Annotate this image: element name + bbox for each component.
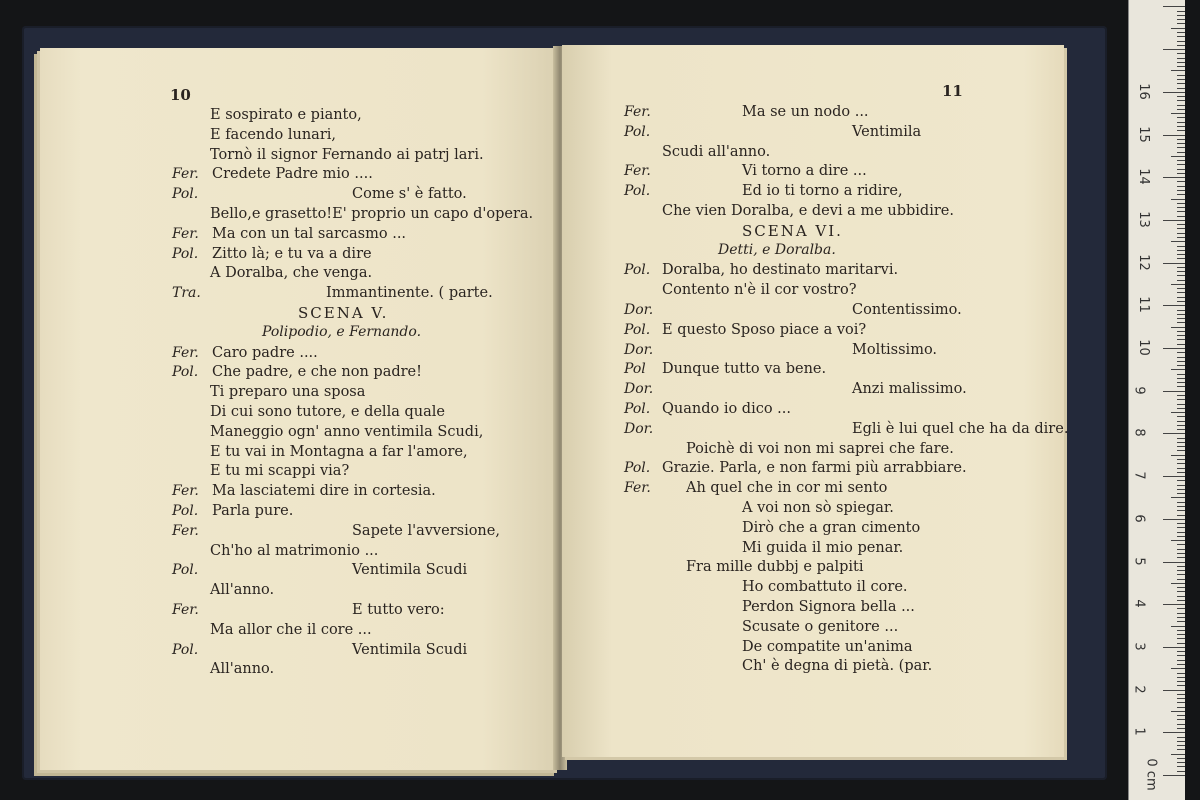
page-number-left: 10 bbox=[170, 86, 191, 104]
ruler-tick bbox=[1163, 177, 1185, 178]
ruler-tick bbox=[1177, 280, 1185, 281]
ruler-tick bbox=[1177, 587, 1185, 588]
ruler-tick bbox=[1177, 378, 1185, 379]
ruler-tick bbox=[1171, 540, 1185, 541]
ruler-tick bbox=[1171, 156, 1185, 157]
ruler-tick bbox=[1177, 224, 1185, 225]
speaker-label: Pol. bbox=[624, 460, 651, 477]
speaker-label: Pol. bbox=[172, 641, 199, 658]
ruler-tick bbox=[1171, 455, 1185, 456]
ruler-tick bbox=[1171, 668, 1185, 669]
verse-line: Perdon Signora bella ... bbox=[742, 599, 915, 615]
verse-line: Vi torno a dire ... bbox=[742, 163, 867, 180]
ruler-tick bbox=[1177, 463, 1185, 464]
ruler-tick bbox=[1177, 459, 1185, 460]
ruler-tick bbox=[1163, 647, 1185, 648]
ruler-tick bbox=[1177, 450, 1185, 451]
verse-line: A Doralba, che venga. bbox=[210, 265, 373, 282]
speaker-label: Fer. bbox=[624, 104, 651, 120]
ruler-tick bbox=[1163, 604, 1185, 605]
verse-line: Anzi malissimo. bbox=[852, 381, 967, 398]
measuring-ruler bbox=[1128, 0, 1185, 800]
speaker-label: Fer. bbox=[172, 166, 199, 183]
verse-line: Dirò che a gran cimento bbox=[742, 519, 921, 536]
speaker-label: Pol. bbox=[172, 503, 199, 519]
verse-line: Come s' è fatto. bbox=[352, 186, 467, 203]
ruler-tick bbox=[1177, 275, 1185, 276]
verse-line: Che padre, e che non padre! bbox=[212, 364, 422, 381]
ruler-tick bbox=[1171, 199, 1185, 200]
ruler-label: 12 bbox=[1135, 253, 1151, 271]
speaker-label: Pol. bbox=[172, 245, 199, 262]
ruler-tick bbox=[1177, 532, 1185, 533]
ruler-tick bbox=[1163, 348, 1185, 349]
speaker-label: Fer. bbox=[624, 163, 651, 180]
ruler-label: 11 bbox=[1135, 296, 1151, 314]
ruler-label: 4 bbox=[1131, 599, 1147, 608]
ruler-tick bbox=[1177, 724, 1185, 725]
ruler-tick bbox=[1177, 660, 1185, 661]
ruler-tick bbox=[1177, 126, 1185, 127]
verse-line: Sapete l'avversione, bbox=[352, 522, 500, 539]
ruler-tick bbox=[1163, 690, 1185, 691]
ruler-tick bbox=[1177, 186, 1185, 187]
verse-line: Immantinente. ( parte. bbox=[326, 285, 493, 302]
ruler-tick bbox=[1177, 446, 1185, 447]
ruler-tick bbox=[1177, 386, 1185, 387]
ruler-tick bbox=[1177, 485, 1185, 486]
speaker-label: Tra. bbox=[172, 285, 201, 302]
ruler-tick bbox=[1177, 53, 1185, 54]
verse-line: Moltissimo. bbox=[852, 341, 938, 358]
ruler-tick bbox=[1163, 476, 1185, 477]
ruler-tick bbox=[1177, 749, 1185, 750]
ruler-tick bbox=[1177, 301, 1185, 302]
ruler-tick bbox=[1177, 630, 1185, 631]
ruler-tick bbox=[1177, 395, 1185, 396]
scene-heading: SCENA V. bbox=[298, 304, 389, 322]
ruler-tick bbox=[1177, 318, 1185, 319]
verse-line: Ventimila Scudi bbox=[352, 562, 468, 579]
ruler-tick bbox=[1171, 327, 1185, 328]
ruler-tick bbox=[1177, 79, 1185, 80]
ruler-tick bbox=[1177, 246, 1185, 247]
ruler-tick bbox=[1177, 651, 1185, 652]
ruler-tick bbox=[1177, 117, 1185, 118]
ruler-tick bbox=[1177, 207, 1185, 208]
verse-line: Grazie. Parla, e non farmi più arrabbiare. bbox=[662, 460, 967, 477]
verse-line: Credete Padre mio .... bbox=[212, 166, 373, 183]
ruler-tick bbox=[1177, 23, 1185, 24]
ruler-tick bbox=[1177, 510, 1185, 511]
ruler-tick bbox=[1177, 574, 1185, 575]
ruler-tick bbox=[1171, 583, 1185, 584]
ruler-tick bbox=[1177, 374, 1185, 375]
ruler-tick bbox=[1177, 237, 1185, 238]
verse-line: Ventimila Scudi bbox=[352, 641, 468, 658]
ruler-label: 14 bbox=[1135, 168, 1151, 185]
ruler-tick bbox=[1177, 698, 1185, 699]
speaker-label: Pol bbox=[624, 361, 646, 378]
ruler-tick bbox=[1177, 288, 1185, 289]
left-page bbox=[40, 48, 560, 770]
speaker-label: Dor. bbox=[624, 381, 654, 398]
ruler-tick bbox=[1177, 549, 1185, 550]
ruler-label: 1 bbox=[1131, 727, 1147, 736]
ruler-tick bbox=[1163, 391, 1185, 392]
ruler-label: 2 bbox=[1131, 684, 1147, 694]
ruler-label: 13 bbox=[1135, 211, 1151, 228]
ruler-tick bbox=[1177, 399, 1185, 400]
speaker-label: Pol. bbox=[172, 562, 199, 579]
speaker-label: Dor. bbox=[624, 420, 654, 437]
ruler-tick bbox=[1171, 711, 1185, 712]
verse-line: E sospirato e pianto, bbox=[210, 107, 362, 123]
ruler-tick bbox=[1177, 480, 1185, 481]
ruler-tick bbox=[1171, 369, 1185, 370]
verse-line: Ventimila bbox=[852, 123, 922, 140]
ruler-tick bbox=[1177, 408, 1185, 409]
ruler-tick bbox=[1177, 762, 1185, 763]
ruler-tick bbox=[1177, 472, 1185, 473]
ruler-tick bbox=[1177, 130, 1185, 131]
verse-line: Ah quel che in cor mi sento bbox=[686, 480, 888, 497]
verse-line: De compatite un'anima bbox=[742, 638, 913, 655]
verse-line: Ti preparo una sposa bbox=[210, 384, 366, 401]
ruler-tick bbox=[1163, 220, 1185, 221]
ruler-tick bbox=[1177, 216, 1185, 217]
page-number-right: 11 bbox=[942, 82, 963, 100]
verse-line: All'anno. bbox=[210, 582, 275, 599]
ruler-tick bbox=[1177, 228, 1185, 229]
ruler-tick bbox=[1177, 655, 1185, 656]
ruler-tick bbox=[1171, 241, 1185, 242]
verse-line: Zitto là; e tu va a dire bbox=[212, 245, 372, 262]
ruler-tick bbox=[1177, 421, 1185, 422]
ruler-tick bbox=[1177, 715, 1185, 716]
ruler-tick bbox=[1177, 489, 1185, 490]
ruler-tick bbox=[1177, 109, 1185, 110]
ruler-tick bbox=[1177, 745, 1185, 746]
ruler-tick bbox=[1177, 361, 1185, 362]
ruler-tick bbox=[1163, 92, 1185, 93]
verse-line: Caro padre .... bbox=[212, 344, 318, 361]
verse-line: Egli è lui quel che ha da dire. bbox=[852, 420, 1069, 437]
verse-line: E tu mi scappi via? bbox=[210, 463, 350, 480]
verse-line: Scudi all'anno. bbox=[662, 143, 771, 160]
scene-characters: Detti, e Doralba. bbox=[718, 241, 836, 258]
ruler-tick bbox=[1163, 433, 1185, 434]
ruler-tick bbox=[1177, 15, 1185, 16]
verse-line: Quando io dico ... bbox=[662, 401, 792, 417]
verse-line: Maneggio ogn' anno ventimila Scudi, bbox=[210, 423, 484, 440]
ruler-tick bbox=[1163, 305, 1185, 306]
ruler-tick bbox=[1171, 412, 1185, 413]
verse-line: Fra mille dubbj e palpiti bbox=[686, 559, 864, 576]
verse-line: E tutto vero: bbox=[352, 602, 445, 618]
ruler-tick bbox=[1177, 96, 1185, 97]
verse-line: E tu vai in Montagna a far l'amore, bbox=[210, 443, 468, 460]
ruler-label: 8 bbox=[1131, 428, 1147, 438]
right-page bbox=[562, 45, 1069, 757]
speaker-label: Fer. bbox=[624, 480, 651, 497]
ruler-label: 16 bbox=[1135, 83, 1151, 100]
ruler-tick bbox=[1171, 626, 1185, 627]
ruler-tick bbox=[1177, 758, 1185, 759]
verse-line: Mi guida il mio penar. bbox=[742, 539, 904, 556]
verse-line: All'anno. bbox=[210, 661, 275, 678]
verse-line: Contentissimo. bbox=[852, 302, 962, 318]
ruler-tick bbox=[1177, 32, 1185, 33]
ruler-tick bbox=[1177, 442, 1185, 443]
ruler-tick bbox=[1177, 19, 1185, 20]
verse-line: Ch' è degna di pietà. (par. bbox=[742, 658, 933, 675]
verse-line: Ma lasciatemi dire in cortesia. bbox=[212, 483, 436, 500]
ruler-tick bbox=[1177, 719, 1185, 720]
ruler-tick bbox=[1177, 164, 1185, 165]
ruler-tick bbox=[1177, 233, 1185, 234]
verse-line: Bello,e grasetto!E' proprio un capo d'opera. bbox=[210, 206, 534, 222]
ruler-tick bbox=[1177, 613, 1185, 614]
ruler-tick bbox=[1177, 83, 1185, 84]
ruler-tick bbox=[1177, 173, 1185, 174]
ruler-tick bbox=[1177, 728, 1185, 729]
speaker-label: Dor. bbox=[624, 302, 654, 318]
ruler-tick bbox=[1177, 596, 1185, 597]
ruler-tick bbox=[1171, 754, 1185, 755]
ruler-tick bbox=[1177, 100, 1185, 101]
ruler-tick bbox=[1177, 267, 1185, 268]
ruler-tick bbox=[1177, 122, 1185, 123]
speaker-label: Pol. bbox=[172, 364, 199, 381]
ruler-tick bbox=[1177, 493, 1185, 494]
ruler-label: 3 bbox=[1131, 642, 1147, 651]
verse-line: Ma allor che il core ... bbox=[210, 621, 372, 638]
ruler-tick bbox=[1177, 673, 1185, 674]
verse-line: Ma se un nodo ... bbox=[742, 104, 869, 120]
ruler-tick bbox=[1177, 536, 1185, 537]
speaker-label: Fer. bbox=[172, 344, 199, 361]
ruler-tick bbox=[1177, 75, 1185, 76]
verse-line: Doralba, ho destinato maritarvi. bbox=[662, 262, 899, 279]
ruler-tick bbox=[1177, 707, 1185, 708]
ruler-tick bbox=[1177, 570, 1185, 571]
ruler-label: 0 cm bbox=[1143, 758, 1159, 791]
speaker-label: Pol. bbox=[624, 321, 651, 338]
ruler-tick bbox=[1177, 357, 1185, 358]
ruler-tick bbox=[1177, 638, 1185, 639]
ruler-tick bbox=[1177, 88, 1185, 89]
ruler-tick bbox=[1177, 41, 1185, 42]
ruler-tick bbox=[1177, 677, 1185, 678]
ruler-tick bbox=[1177, 382, 1185, 383]
ruler-tick bbox=[1177, 553, 1185, 554]
speaker-label: Pol. bbox=[624, 123, 651, 140]
ruler-tick bbox=[1177, 352, 1185, 353]
ruler-label: 6 bbox=[1131, 514, 1147, 523]
ruler-tick bbox=[1177, 694, 1185, 695]
ruler-tick bbox=[1163, 135, 1185, 136]
ruler-tick bbox=[1177, 344, 1185, 345]
ruler-tick bbox=[1177, 557, 1185, 558]
verse-line: Che vien Doralba, e devi a me ubbidire. bbox=[662, 203, 954, 219]
ruler-tick bbox=[1177, 335, 1185, 336]
ruler-tick bbox=[1177, 254, 1185, 255]
ruler-tick bbox=[1163, 519, 1185, 520]
ruler-tick bbox=[1177, 258, 1185, 259]
ruler-tick bbox=[1177, 365, 1185, 366]
ruler-tick bbox=[1177, 468, 1185, 469]
scene-heading: SCENA VI. bbox=[742, 221, 843, 240]
ruler-tick bbox=[1177, 339, 1185, 340]
ruler-tick bbox=[1171, 497, 1185, 498]
ruler-tick bbox=[1177, 66, 1185, 67]
speaker-label: Pol. bbox=[624, 262, 651, 279]
ruler-tick bbox=[1163, 775, 1185, 776]
speaker-label: Fer. bbox=[172, 483, 199, 500]
ruler-label: 10 bbox=[1135, 339, 1151, 356]
ruler-tick bbox=[1177, 211, 1185, 212]
ruler-tick bbox=[1171, 284, 1185, 285]
verse-line: Scusate o genitore ... bbox=[742, 618, 899, 635]
ruler-tick bbox=[1177, 297, 1185, 298]
ruler-label: 15 bbox=[1135, 125, 1151, 143]
ruler-tick bbox=[1177, 515, 1185, 516]
ruler-tick bbox=[1177, 502, 1185, 503]
ruler-tick bbox=[1177, 271, 1185, 272]
verse-line: Parla pure. bbox=[212, 503, 294, 519]
ruler-tick bbox=[1177, 544, 1185, 545]
ruler-label: 5 bbox=[1131, 556, 1147, 566]
ruler-tick bbox=[1177, 438, 1185, 439]
ruler-tick bbox=[1177, 331, 1185, 332]
ruler-tick bbox=[1177, 194, 1185, 195]
ruler-tick bbox=[1177, 139, 1185, 140]
ruler-tick bbox=[1177, 741, 1185, 742]
verse-line: E facendo lunari, bbox=[210, 126, 337, 143]
ruler-tick bbox=[1177, 664, 1185, 665]
verse-line: E questo Sposo piace a voi? bbox=[662, 321, 867, 338]
verse-line: Dunque tutto va bene. bbox=[662, 361, 827, 378]
ruler-tick bbox=[1177, 737, 1185, 738]
ruler-tick bbox=[1177, 506, 1185, 507]
verse-line: Ch'ho al matrimonio ... bbox=[210, 542, 379, 559]
ruler-tick bbox=[1177, 45, 1185, 46]
verse-line: Ma con un tal sarcasmo ... bbox=[212, 225, 407, 242]
ruler-tick bbox=[1177, 527, 1185, 528]
verse-line: Ho combattuto il core. bbox=[742, 579, 908, 596]
ruler-tick bbox=[1177, 600, 1185, 601]
ruler-tick bbox=[1163, 263, 1185, 264]
ruler-tick bbox=[1177, 766, 1185, 767]
ruler-tick bbox=[1163, 6, 1185, 7]
ruler-tick bbox=[1163, 732, 1185, 733]
ruler-tick bbox=[1177, 608, 1185, 609]
ruler-tick bbox=[1177, 169, 1185, 170]
ruler-tick bbox=[1177, 160, 1185, 161]
ruler-tick bbox=[1171, 70, 1185, 71]
verse-line: Ed io ti torno a ridire, bbox=[742, 183, 903, 200]
ruler-tick bbox=[1177, 250, 1185, 251]
ruler-tick bbox=[1163, 562, 1185, 563]
verse-line: Di cui sono tutore, e della quale bbox=[210, 404, 445, 420]
ruler-tick bbox=[1177, 310, 1185, 311]
verse-line: Contento n'è il cor vostro? bbox=[662, 282, 857, 299]
verse-line: Poichè di voi non mi saprei che fare. bbox=[686, 440, 954, 457]
ruler-label: 7 bbox=[1131, 471, 1147, 480]
ruler-tick bbox=[1177, 771, 1185, 772]
speaker-label: Pol. bbox=[624, 401, 651, 417]
ruler-tick bbox=[1177, 322, 1185, 323]
speaker-label: Fer. bbox=[172, 602, 199, 618]
ruler-tick bbox=[1177, 404, 1185, 405]
ruler-tick bbox=[1177, 579, 1185, 580]
ruler-tick bbox=[1177, 685, 1185, 686]
ruler-tick bbox=[1177, 203, 1185, 204]
ruler-tick bbox=[1177, 314, 1185, 315]
ruler-tick bbox=[1177, 634, 1185, 635]
speaker-label: Dor. bbox=[624, 341, 654, 358]
ruler-tick bbox=[1177, 36, 1185, 37]
ruler-tick bbox=[1177, 429, 1185, 430]
ruler-tick bbox=[1177, 621, 1185, 622]
ruler-tick bbox=[1177, 643, 1185, 644]
ruler-tick bbox=[1177, 702, 1185, 703]
ruler-tick bbox=[1177, 425, 1185, 426]
ruler-tick bbox=[1177, 416, 1185, 417]
speaker-label: Fer. bbox=[172, 522, 199, 539]
ruler-tick bbox=[1177, 62, 1185, 63]
ruler-tick bbox=[1171, 113, 1185, 114]
verse-line: Tornò il signor Fernando ai patrj lari. bbox=[210, 146, 484, 163]
ruler-tick bbox=[1177, 566, 1185, 567]
speaker-label: Pol. bbox=[624, 183, 651, 200]
scene-characters: Polipodio, e Fernando. bbox=[262, 323, 422, 340]
ruler-tick bbox=[1163, 49, 1185, 50]
ruler-tick bbox=[1171, 28, 1185, 29]
ruler-tick bbox=[1177, 591, 1185, 592]
speaker-label: Fer. bbox=[172, 225, 199, 242]
ruler-tick bbox=[1177, 143, 1185, 144]
ruler-tick bbox=[1177, 523, 1185, 524]
ruler-tick bbox=[1177, 147, 1185, 148]
ruler-tick bbox=[1177, 11, 1185, 12]
ruler-tick bbox=[1177, 617, 1185, 618]
ruler-tick bbox=[1177, 58, 1185, 59]
ruler-tick bbox=[1177, 105, 1185, 106]
verse-line: A voi non sò spiegar. bbox=[742, 500, 894, 516]
ruler-label: 9 bbox=[1131, 386, 1147, 395]
ruler-tick bbox=[1177, 190, 1185, 191]
ruler-tick bbox=[1177, 292, 1185, 293]
speaker-label: Pol. bbox=[172, 186, 199, 203]
ruler-tick bbox=[1177, 181, 1185, 182]
ruler-tick bbox=[1177, 681, 1185, 682]
ruler-tick bbox=[1177, 152, 1185, 153]
